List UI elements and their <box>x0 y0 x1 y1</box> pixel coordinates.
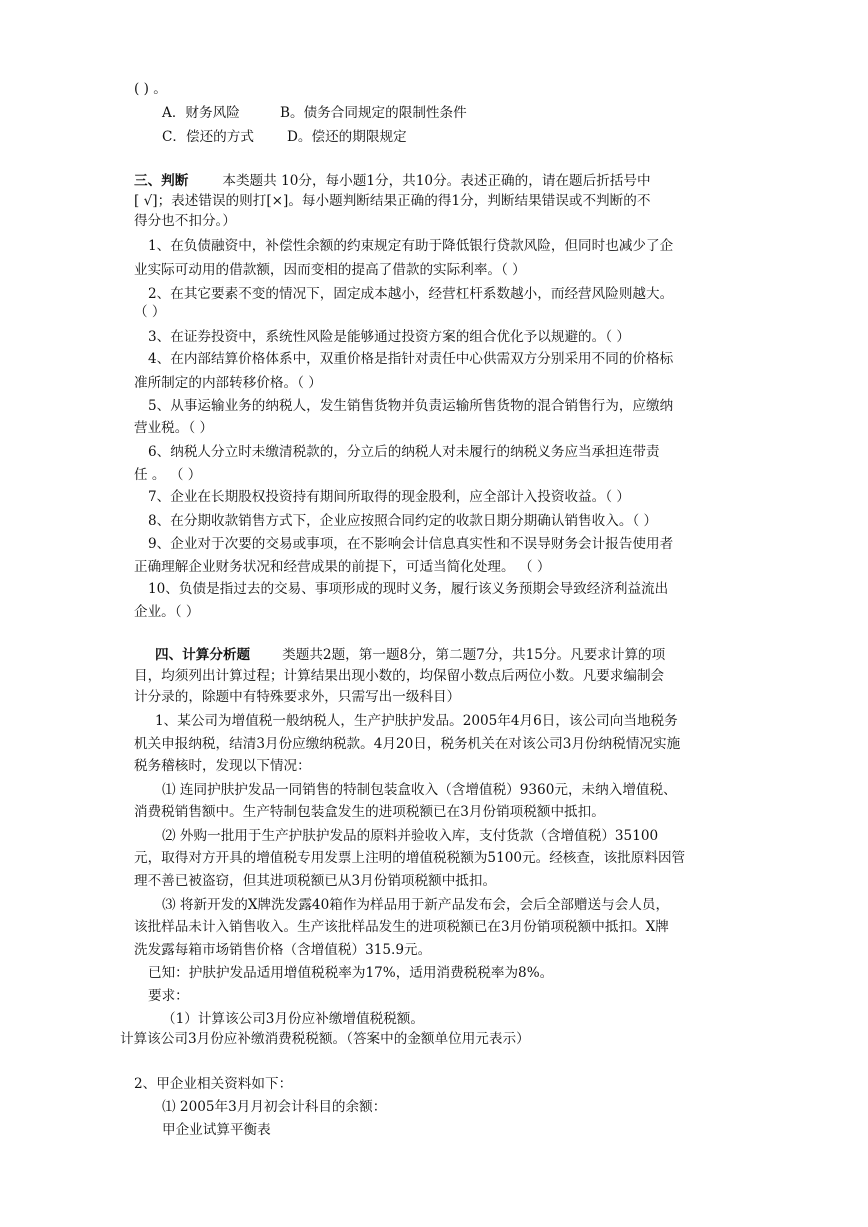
q1-line: 洗发露每箱市场销售价格（含增值税）315.9元。 <box>134 942 432 958</box>
judge-item: 7、企业在长期股权投资持有期间所取得的现金股利，应全部计入投资收益。（ ） <box>148 489 630 505</box>
q1-line: 已知：护肤护发品适用增值税税率为17%，适用消费税税率为8%。 <box>148 965 554 981</box>
q1-line: ⑴ 连同护肤护发品一同销售的特制包装盒收入（含增值税）9360元，未纳入增值税、 <box>162 782 677 798</box>
q1-line: 计算该公司3月份应补缴消费税税额。（答案中的金额单位用元表示） <box>120 1031 530 1047</box>
option-a: A．财务风险 <box>162 105 240 121</box>
q1-line: 消费税销售额中。生产特制包装盒发生的进项税额已在3月份销项税额中抵扣。 <box>134 804 605 820</box>
section-4-heading <box>155 646 665 664</box>
q1-line: 该批样品未计入销售收入。生产该批样品发生的进项税额已在3月份销项税额中抵扣。X牌 <box>134 919 669 935</box>
option-c: C．偿还的方式 <box>162 129 254 145</box>
section-3-title: 三、判断 <box>134 173 189 189</box>
section-4-intro-3: 计分录的，除题中有特殊要求外，只需写出一级科目） <box>134 689 461 705</box>
q1-line: 机关申报纳税，结清3月份应缴纳税款。4月20日，税务机关在对该公司3月份纳税情况实施 <box>134 736 681 752</box>
judge-item: 准所制定的内部转移价格。（ ） <box>134 375 322 391</box>
judge-item: 9、企业对于次要的交易或事项，在不影响会计信息真实性和不误导财务会计报告使用者 <box>148 536 674 552</box>
judge-item: 8、在分期收款销售方式下，企业应按照合同约定的收款日期分期确认销售收入。（ ） <box>148 513 658 529</box>
q1-line: 元，取得对方开具的增值税专用发票上注明的增值税税额为5100元。经核查，该批原料因管 <box>134 850 686 866</box>
judge-item: 10、负债是指过去的交易、事项形成的现时义务，履行该义务预期会导致经济利益流出 <box>148 581 669 597</box>
q1-line: 税务稽核时，发现以下情况： <box>134 758 311 774</box>
judge-item: 企业。（ ） <box>134 604 200 620</box>
judge-item: 4、在内部结算价格体系中，双重价格是指针对责任中心供需双方分别采用不同的价格标 <box>148 351 674 367</box>
judge-item: 1、在负债融资中，补偿性余额的约束规定有助于降低银行贷款风险，但同时也减少了企 <box>148 238 674 254</box>
judge-item: （ ） <box>134 304 166 320</box>
judge-item: 5、从事运输业务的纳税人，发生销售货物并负责运输所售货物的混合销售行为，应缴纳 <box>148 398 674 414</box>
judge-item: 营业税。（ ） <box>134 420 214 436</box>
q1-line: 要求： <box>148 988 189 1004</box>
section-3-intro-3: 得分也不扣分。） <box>134 213 236 229</box>
section-4-intro-2: 目，均须列出计算过程；计算结果出现小数的，均保留小数点后两位小数。凡要求编制会 <box>134 668 665 684</box>
q2-line: 2、甲企业相关资料如下： <box>134 1076 293 1092</box>
q2-line: 甲企业试算平衡表 <box>162 1122 271 1138</box>
section-4-intro-1: 类题共2题，第一题8分，第二题7分，共15分。凡要求计算的项 <box>282 647 666 663</box>
judge-item: 2、在其它要素不变的情况下，固定成本越小，经营杠杆系数越小，而经营风险则越大。 <box>148 286 674 302</box>
q1-line: ⑶ 将新开发的X牌洗发露40箱作为样品用于新产品发布会，会后全部赠送与会人员， <box>162 897 670 913</box>
section-3-heading <box>134 172 651 190</box>
judge-item: 正确理解企业财务状况和经营成果的前提下，可适当简化处理。 （ ） <box>134 559 551 575</box>
judge-item: 3、在证券投资中，系统性风险是能够通过投资方案的组合优化予以规避的。（ ） <box>148 329 630 345</box>
option-d: D。偿还的期限规定 <box>287 129 407 145</box>
section-3-intro-2: [ √]；表述错误的则打[×]。每小题判断结果正确的得1分，判断结果错误或不判断的不 <box>134 193 651 209</box>
q2-line: ⑴ 2005年3月月初会计科目的余额： <box>162 1099 387 1115</box>
q1-line: ⑵ 外购一批用于生产护肤护发品的原料并验收入库，支付货款（含增值税）35100 <box>162 828 659 844</box>
option-b: B。债务合同规定的限制性条件 <box>280 105 467 121</box>
judge-item: 业实际可动用的借款额，因而变相的提高了借款的实际利率。（ ） <box>134 262 526 278</box>
question-tail: ( ) 。 <box>134 81 167 97</box>
judge-item: 任 。 （ ） <box>134 467 202 483</box>
q1-line: （1）计算该公司3月份应补缴增值税税额。 <box>162 1011 424 1027</box>
q1-line: 1、某公司为增值税一般纳税人，生产护肤护发品。2005年4月6日，该公司向当地税务 <box>155 713 678 729</box>
q1-line: 理不善已被盗窃，但其进项税额已从3月份销项税额中抵扣。 <box>134 873 497 889</box>
section-4-title: 四、计算分析题 <box>155 647 251 663</box>
section-3-intro-1: 本类题共 10分，每小题1分，共10分。表述正确的，请在题后折括号中 <box>222 173 651 189</box>
judge-item: 6、纳税人分立时未缴清税款的，分立后的纳税人对未履行的纳税义务应当承担连带责 <box>148 444 660 460</box>
